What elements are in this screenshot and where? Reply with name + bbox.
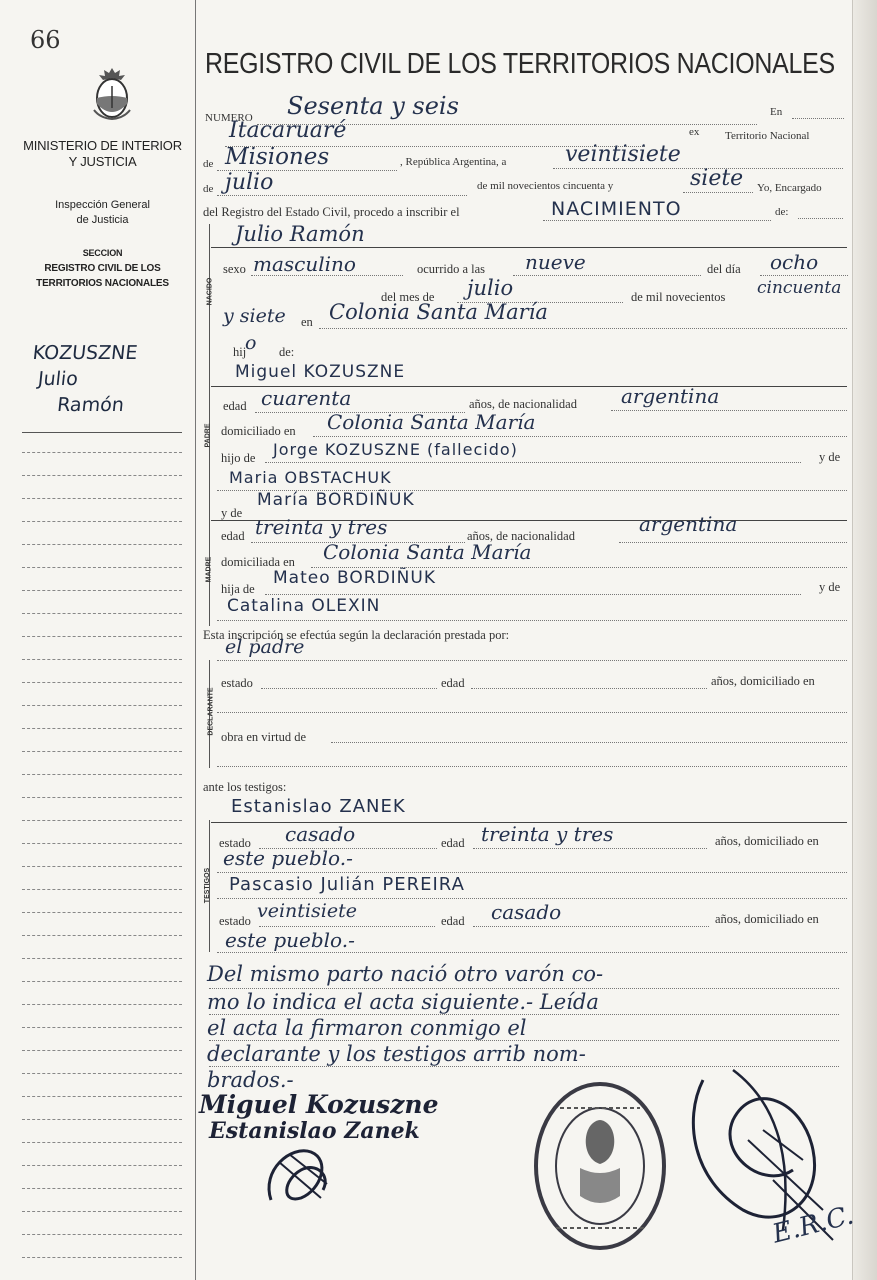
fill-line (792, 118, 844, 119)
official-seal-icon (530, 1078, 670, 1253)
margin-line (22, 1211, 182, 1212)
ex-label: ex (689, 126, 700, 138)
fill-line (473, 926, 709, 927)
nacionalidad-value: argentina (639, 512, 738, 536)
margin-name: KOZUSZNE Julio Ramón (31, 342, 139, 416)
fill-line (319, 328, 847, 329)
numero-value: Sesenta y seis (287, 92, 459, 120)
witness1-estado: casado (285, 822, 356, 846)
estado-label: estado (221, 676, 253, 690)
sexo-label: sexo (223, 262, 246, 276)
fill-line (209, 988, 839, 989)
edad-value: treinta y tres (255, 515, 388, 539)
margin-line (22, 774, 182, 775)
fill-line (217, 660, 847, 661)
edad-label: edad (223, 399, 247, 413)
fill-line (251, 275, 403, 276)
margin-line (22, 636, 182, 637)
act-type-value: NACIMIENTO (551, 198, 682, 220)
fill-line (760, 275, 848, 276)
territory-value: Misiones (225, 144, 330, 170)
margin-line (22, 1027, 182, 1028)
paternal-grandmother: Maria OBSTACHUK (229, 468, 392, 487)
margin-line (22, 981, 182, 982)
en-label: En (770, 106, 783, 118)
fill-line (619, 542, 847, 543)
margin-line (22, 705, 182, 706)
signature-scribble-icon (261, 1140, 341, 1210)
madre-section-label: MADRE (205, 556, 213, 583)
numero-label: NUMERO (205, 112, 253, 124)
margin-line (22, 1004, 182, 1005)
margin-line (22, 1050, 182, 1051)
signature-witness: Estanislao Zanek (209, 1118, 420, 1144)
obra-label: obra en virtud de (221, 730, 307, 744)
fill-line (217, 898, 847, 899)
nacido-section-label: NACIDO (206, 277, 214, 306)
fill-line (217, 952, 847, 953)
margin-line (22, 452, 182, 453)
anos-label: años, de nacionalidad (469, 397, 577, 411)
fill-line (471, 688, 707, 689)
day-value: ocho (770, 250, 819, 274)
estado-label: estado (219, 836, 251, 850)
margin-line (22, 912, 182, 913)
margin-line (22, 590, 182, 591)
fill-line (798, 218, 843, 219)
fill-line (473, 848, 707, 849)
closing-line-4: declarante y los testigos arrib nom- (207, 1042, 586, 1066)
child-name: Julio Ramón (235, 222, 365, 246)
testigos-section-label: TESTIGOS (204, 867, 212, 904)
territorio-label: Territorio Nacional (725, 130, 810, 142)
maternal-grandfather: Mateo BORDIÑUK (273, 568, 436, 588)
margin-line (22, 1188, 182, 1189)
hij-label: hij (233, 345, 247, 359)
margin-line (22, 498, 182, 499)
de3-label: de: (775, 206, 789, 218)
edad-label: edad (441, 676, 465, 690)
registro-label: del Registro del Estado Civil, procedo a inscribir el (203, 205, 460, 219)
fill-line (217, 872, 847, 873)
witness1-domicilio: este pueblo.- (223, 846, 353, 870)
edad-label: edad (441, 914, 465, 928)
margin-line (22, 682, 182, 683)
fill-line (611, 410, 847, 411)
margin-line (22, 1096, 182, 1097)
year-value-2: y siete (223, 305, 286, 327)
edad-value: cuarenta (261, 386, 352, 410)
page-number: 66 (30, 26, 61, 54)
domicilio-value: Colonia Santa María (323, 540, 532, 564)
margin-line (22, 1119, 182, 1120)
fill-line (217, 712, 847, 713)
margin-line (22, 820, 182, 821)
mil-label: de mil novecientos (631, 290, 726, 304)
declaracion-label: Esta inscripción se efectúa según la declaración prestada por: (203, 628, 510, 642)
signature-declarante: Miguel Kozuszne (199, 1090, 439, 1119)
de2-label: de (203, 183, 214, 195)
place-value: Itacaruaré (229, 118, 347, 143)
mother-name: María BORDIÑUK (257, 490, 415, 510)
hijo-de-label: hijo de (221, 451, 256, 465)
margin-line (22, 843, 182, 844)
form-title: REGISTRO CIVIL DE LOS TERRITORIOS NACIONALES (205, 48, 835, 80)
declarante-value: el padre (225, 636, 305, 658)
margin-line (22, 521, 182, 522)
closing-line-5: brados.- (207, 1068, 294, 1092)
yo-label: Yo, Encargado (757, 182, 822, 194)
y-de-label: y de (819, 450, 841, 464)
margin-line (22, 866, 182, 867)
witness1-edad: treinta y tres (481, 822, 614, 846)
estado-label: estado (219, 914, 251, 928)
registry-form (195, 0, 853, 1280)
page-edge (852, 0, 877, 1280)
anos-label: años, domiciliado en (715, 834, 819, 848)
ministry-label: MINISTERIO DE INTERIOR Y JUSTICIA (23, 138, 182, 169)
month-value: julio (225, 170, 274, 195)
fill-line (217, 195, 467, 196)
anos-label: años, de nacionalidad (467, 529, 575, 543)
en-label: en (301, 315, 313, 329)
padre-section-label: PADRE (204, 423, 212, 448)
witness2-domicilio: este pueblo.- (225, 928, 355, 952)
mil-label: de mil novecientos cincuenta y (477, 180, 614, 192)
closing-line-3: el acta la firmaron conmigo el (207, 1016, 527, 1040)
margin-line (22, 613, 182, 614)
witness2-name: Pascasio Julián PEREIRA (229, 874, 465, 895)
section-rule (211, 247, 847, 248)
domicilio-value: Colonia Santa María (327, 410, 536, 434)
birth-place: Colonia Santa María (329, 300, 548, 324)
fill-line (683, 192, 753, 193)
del-mes-label: del mes de (381, 290, 435, 304)
hij-value: o (245, 332, 257, 354)
margin-line (22, 1165, 182, 1166)
de-label: de (203, 158, 214, 170)
margin-line (22, 797, 182, 798)
fill-line (209, 1040, 839, 1041)
fill-line (259, 926, 435, 927)
fill-line (543, 220, 771, 221)
year-value-1: cincuenta (757, 278, 842, 298)
section-label: SECCION REGISTRO CIVIL DE LOS TERRITORIOS NACIONALES (36, 248, 169, 289)
closing-line-2: mo lo indica el acta siguiente.- Leída (207, 990, 599, 1014)
nacionalidad-value: argentina (621, 384, 720, 408)
anos-label: años, domiciliado en (715, 912, 819, 926)
fill-line (217, 620, 847, 621)
margin-line (22, 935, 182, 936)
hij-de-label: de: (279, 345, 295, 359)
margin-line (22, 958, 182, 959)
margin-line (22, 1257, 182, 1258)
hija-de-label: hija de (221, 582, 255, 596)
ocurrido-label: ocurrido a las (417, 262, 486, 276)
declarante-section-label: DECLARANTE (207, 687, 215, 736)
closing-line-1: Del mismo parto nació otro varón co- (207, 962, 604, 986)
domiciliado-label: domiciliado en (221, 424, 296, 438)
coat-of-arms-icon (90, 64, 134, 122)
margin-line (22, 1073, 182, 1074)
margin-line (22, 567, 182, 568)
margin-line (22, 751, 182, 752)
del-dia-label: del día (707, 262, 741, 276)
edad-label: edad (441, 836, 465, 850)
domiciliada-label: domiciliada en (221, 555, 295, 569)
month-value: julio (467, 276, 514, 300)
fill-line (513, 275, 701, 276)
day-value: veintisiete (565, 142, 681, 167)
margin-line (22, 889, 182, 890)
margin-line (22, 659, 182, 660)
sexo-value: masculino (253, 252, 356, 276)
father-name: Miguel KOZUSZNE (235, 362, 406, 382)
edad-label: edad (221, 529, 245, 543)
maternal-grandmother: Catalina OLEXIN (227, 596, 381, 616)
paternal-grandfather: Jorge KOZUSZNE (fallecido) (273, 440, 518, 459)
testigos-intro-label: ante los testigos: (203, 780, 287, 794)
republica-label: , República Argentina, a (400, 156, 507, 168)
fill-line (261, 688, 437, 689)
witness1-name: Estanislao ZANEK (231, 796, 406, 817)
y-de-label: y de (819, 580, 841, 594)
anos-label: años, domiciliado en (711, 674, 815, 688)
left-column (0, 0, 196, 1280)
fill-line (217, 766, 847, 767)
inspection-label: Inspección General de Justicia (55, 199, 150, 226)
fill-line (209, 1014, 839, 1015)
year-value: siete (690, 166, 744, 191)
margin-line (22, 1234, 182, 1235)
fill-line (313, 436, 847, 437)
witness2-edad: casado (491, 900, 562, 924)
witness2-estado: veintisiete (257, 900, 357, 922)
fill-line (265, 594, 801, 595)
registrar-initials: E.R.C. (769, 1200, 857, 1250)
margin-line (22, 728, 182, 729)
fill-line (265, 462, 801, 463)
margin-line (22, 1142, 182, 1143)
fill-line (331, 742, 847, 743)
margin-line (22, 475, 182, 476)
margin-rule (22, 432, 182, 433)
margin-line (22, 544, 182, 545)
y-de-label: y de (221, 506, 243, 520)
hour-value: nueve (525, 250, 586, 274)
